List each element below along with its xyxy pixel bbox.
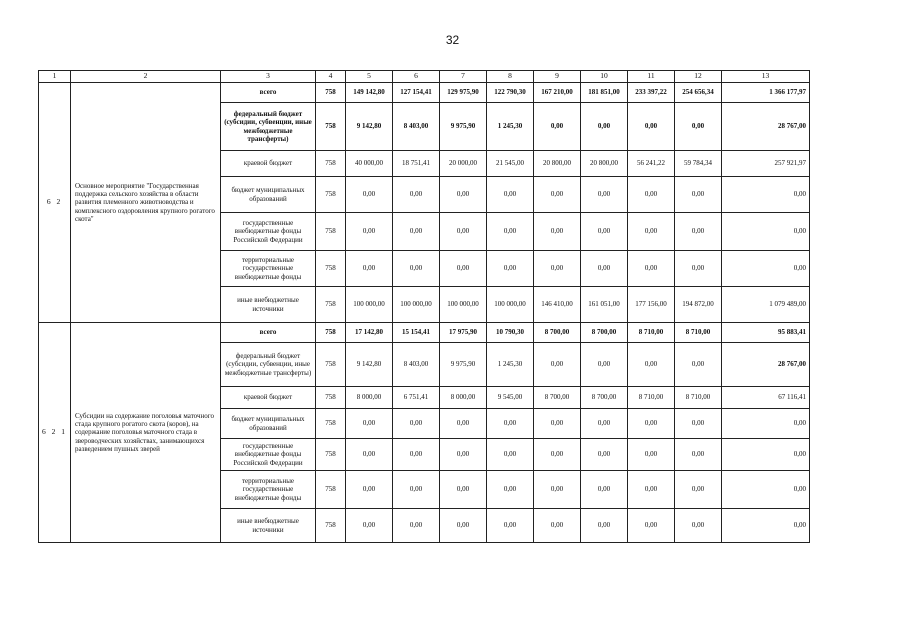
value-cell: 0,00	[581, 471, 628, 509]
value-cell: 0,00	[440, 251, 487, 287]
value-cell: 8 700,00	[581, 323, 628, 343]
value-cell: 0,00	[628, 439, 675, 471]
value-cell: 0,00	[534, 213, 581, 251]
value-cell: 0,00	[581, 251, 628, 287]
value-cell: 0,00	[534, 471, 581, 509]
funding-source: территориальные государственные внебюджетные фонды	[221, 251, 316, 287]
value-cell: 0,00	[628, 343, 675, 387]
value-cell: 0,00	[346, 471, 393, 509]
funding-source: всего	[221, 83, 316, 103]
value-cell: 0,00	[534, 509, 581, 543]
column-header: 10	[581, 71, 628, 83]
funding-source: федеральный бюджет (субсидии, субвенции, иные межбюджетные трансферты)	[221, 343, 316, 387]
value-cell: 0,00	[675, 471, 722, 509]
value-cell: 0,00	[534, 177, 581, 213]
total-cell: 0,00	[722, 471, 810, 509]
total-cell: 1 079 489,00	[722, 287, 810, 323]
budget-code: 758	[316, 103, 346, 151]
funding-source: бюджет муниципальных образований	[221, 409, 316, 439]
total-cell: 0,00	[722, 439, 810, 471]
value-cell: 100 000,00	[440, 287, 487, 323]
value-cell: 0,00	[675, 439, 722, 471]
value-cell: 0,00	[393, 509, 440, 543]
total-cell: 257 921,97	[722, 151, 810, 177]
budget-code: 758	[316, 439, 346, 471]
value-cell: 0,00	[534, 103, 581, 151]
value-cell: 0,00	[346, 177, 393, 213]
value-cell: 0,00	[487, 213, 534, 251]
value-cell: 59 784,34	[675, 151, 722, 177]
value-cell: 0,00	[487, 471, 534, 509]
total-cell: 95 883,41	[722, 323, 810, 343]
value-cell: 0,00	[393, 177, 440, 213]
value-cell: 0,00	[440, 409, 487, 439]
value-cell: 149 142,80	[346, 83, 393, 103]
value-cell: 20 800,00	[581, 151, 628, 177]
section-name: Основное мероприятие "Государственная поддержка сельского хозяйства в области развития племенного животноводства и комплексного оздоровления крупного рогатого скота"	[71, 83, 221, 323]
column-header-row	[39, 71, 810, 83]
value-cell: 181 851,00	[581, 83, 628, 103]
total-cell: 0,00	[722, 213, 810, 251]
value-cell: 167 210,00	[534, 83, 581, 103]
total-cell: 28 767,00	[722, 103, 810, 151]
value-cell: 0,00	[487, 251, 534, 287]
value-cell: 0,00	[675, 509, 722, 543]
value-cell: 161 051,00	[581, 287, 628, 323]
value-cell: 0,00	[675, 213, 722, 251]
value-cell: 0,00	[393, 213, 440, 251]
value-cell: 20 800,00	[534, 151, 581, 177]
total-cell: 1 366 177,97	[722, 83, 810, 103]
value-cell: 194 872,00	[675, 287, 722, 323]
value-cell: 9 142,80	[346, 343, 393, 387]
value-cell: 0,00	[581, 439, 628, 471]
value-cell: 0,00	[628, 103, 675, 151]
value-cell: 8 403,00	[393, 103, 440, 151]
value-cell: 15 154,41	[393, 323, 440, 343]
value-cell: 0,00	[440, 177, 487, 213]
value-cell: 20 000,00	[440, 151, 487, 177]
value-cell: 129 975,90	[440, 83, 487, 103]
column-header: 6	[393, 71, 440, 83]
total-cell: 28 767,00	[722, 343, 810, 387]
value-cell: 233 397,22	[628, 83, 675, 103]
value-cell: 254 656,34	[675, 83, 722, 103]
value-cell: 0,00	[346, 439, 393, 471]
value-cell: 100 000,00	[346, 287, 393, 323]
column-header: 12	[675, 71, 722, 83]
funding-source: всего	[221, 323, 316, 343]
value-cell: 0,00	[628, 509, 675, 543]
column-header: 8	[487, 71, 534, 83]
table-row	[39, 83, 810, 103]
budget-code: 758	[316, 287, 346, 323]
value-cell: 0,00	[581, 103, 628, 151]
value-cell: 0,00	[440, 439, 487, 471]
value-cell: 0,00	[487, 409, 534, 439]
value-cell: 8 710,00	[675, 387, 722, 409]
value-cell: 0,00	[581, 509, 628, 543]
value-cell: 0,00	[487, 439, 534, 471]
budget-table	[38, 70, 810, 543]
value-cell: 8 710,00	[628, 387, 675, 409]
value-cell: 9 142,80	[346, 103, 393, 151]
funding-source: государственные внебюджетные фонды Российской Федерации	[221, 439, 316, 471]
value-cell: 0,00	[440, 213, 487, 251]
value-cell: 0,00	[628, 251, 675, 287]
value-cell: 0,00	[393, 439, 440, 471]
value-cell: 56 241,22	[628, 151, 675, 177]
value-cell: 8 700,00	[534, 323, 581, 343]
value-cell: 40 000,00	[346, 151, 393, 177]
value-cell: 1 245,30	[487, 103, 534, 151]
budget-code: 758	[316, 509, 346, 543]
value-cell: 8 710,00	[675, 323, 722, 343]
value-cell: 9 975,90	[440, 343, 487, 387]
funding-source: иные внебюджетные источники	[221, 509, 316, 543]
value-cell: 18 751,41	[393, 151, 440, 177]
value-cell: 0,00	[675, 343, 722, 387]
value-cell: 0,00	[440, 509, 487, 543]
value-cell: 122 790,30	[487, 83, 534, 103]
value-cell: 0,00	[675, 251, 722, 287]
funding-source: бюджет муниципальных образований	[221, 177, 316, 213]
value-cell: 10 790,30	[487, 323, 534, 343]
funding-source: краевой бюджет	[221, 151, 316, 177]
value-cell: 8 700,00	[534, 387, 581, 409]
budget-code: 758	[316, 323, 346, 343]
value-cell: 0,00	[346, 251, 393, 287]
value-cell: 0,00	[393, 251, 440, 287]
value-cell: 9 545,00	[487, 387, 534, 409]
budget-code: 758	[316, 471, 346, 509]
value-cell: 0,00	[393, 409, 440, 439]
value-cell: 100 000,00	[393, 287, 440, 323]
value-cell: 0,00	[487, 509, 534, 543]
value-cell: 8 710,00	[628, 323, 675, 343]
budget-code: 758	[316, 177, 346, 213]
funding-source: иные внебюджетные источники	[221, 287, 316, 323]
value-cell: 8 700,00	[581, 387, 628, 409]
budget-code: 758	[316, 251, 346, 287]
value-cell: 8 403,00	[393, 343, 440, 387]
value-cell: 0,00	[581, 177, 628, 213]
funding-source: территориальные государственные внебюджетные фонды	[221, 471, 316, 509]
value-cell: 0,00	[440, 471, 487, 509]
section-code: 6 2	[39, 83, 71, 323]
section-name: Субсидии на содержание поголовья маточного стада крупного рогатого скота (коров), на содержание поголовья маточного стада в звероводческих хозяйствах, занимающихся разведением пушных зверей	[71, 323, 221, 543]
budget-code: 758	[316, 83, 346, 103]
budget-code: 758	[316, 213, 346, 251]
column-header: 1	[39, 71, 71, 83]
value-cell: 0,00	[581, 409, 628, 439]
value-cell: 9 975,90	[440, 103, 487, 151]
funding-source: государственные внебюджетные фонды Российской Федерации	[221, 213, 316, 251]
funding-source: федеральный бюджет (субсидии, субвенции, иные межбюджетные трансферты)	[221, 103, 316, 151]
column-header: 5	[346, 71, 393, 83]
column-header: 7	[440, 71, 487, 83]
value-cell: 0,00	[534, 251, 581, 287]
value-cell: 127 154,41	[393, 83, 440, 103]
value-cell: 8 000,00	[440, 387, 487, 409]
page-number: 32	[445, 33, 460, 47]
value-cell: 0,00	[487, 177, 534, 213]
value-cell: 8 000,00	[346, 387, 393, 409]
value-cell: 0,00	[675, 103, 722, 151]
value-cell: 0,00	[534, 343, 581, 387]
value-cell: 0,00	[581, 213, 628, 251]
total-cell: 67 116,41	[722, 387, 810, 409]
total-cell: 0,00	[722, 509, 810, 543]
budget-code: 758	[316, 387, 346, 409]
column-header: 11	[628, 71, 675, 83]
value-cell: 0,00	[628, 471, 675, 509]
total-cell: 0,00	[722, 251, 810, 287]
value-cell: 0,00	[393, 471, 440, 509]
value-cell: 0,00	[628, 409, 675, 439]
value-cell: 0,00	[628, 177, 675, 213]
budget-code: 758	[316, 343, 346, 387]
value-cell: 0,00	[346, 509, 393, 543]
budget-code: 758	[316, 409, 346, 439]
value-cell: 0,00	[628, 213, 675, 251]
value-cell: 17 142,80	[346, 323, 393, 343]
budget-code: 758	[316, 151, 346, 177]
value-cell: 0,00	[581, 343, 628, 387]
column-header: 4	[316, 71, 346, 83]
value-cell: 0,00	[675, 409, 722, 439]
value-cell: 0,00	[346, 409, 393, 439]
value-cell: 0,00	[534, 439, 581, 471]
total-cell: 0,00	[722, 177, 810, 213]
value-cell: 0,00	[534, 409, 581, 439]
value-cell: 0,00	[675, 177, 722, 213]
section-code: 6 2 1	[39, 323, 71, 543]
column-header: 13	[722, 71, 810, 83]
value-cell: 0,00	[346, 213, 393, 251]
value-cell: 17 975,90	[440, 323, 487, 343]
column-header: 3	[221, 71, 316, 83]
table-row	[39, 323, 810, 343]
value-cell: 1 245,30	[487, 343, 534, 387]
value-cell: 6 751,41	[393, 387, 440, 409]
value-cell: 146 410,00	[534, 287, 581, 323]
value-cell: 21 545,00	[487, 151, 534, 177]
column-header: 2	[71, 71, 221, 83]
value-cell: 100 000,00	[487, 287, 534, 323]
total-cell: 0,00	[722, 409, 810, 439]
funding-source: краевой бюджет	[221, 387, 316, 409]
value-cell: 177 156,00	[628, 287, 675, 323]
column-header: 9	[534, 71, 581, 83]
